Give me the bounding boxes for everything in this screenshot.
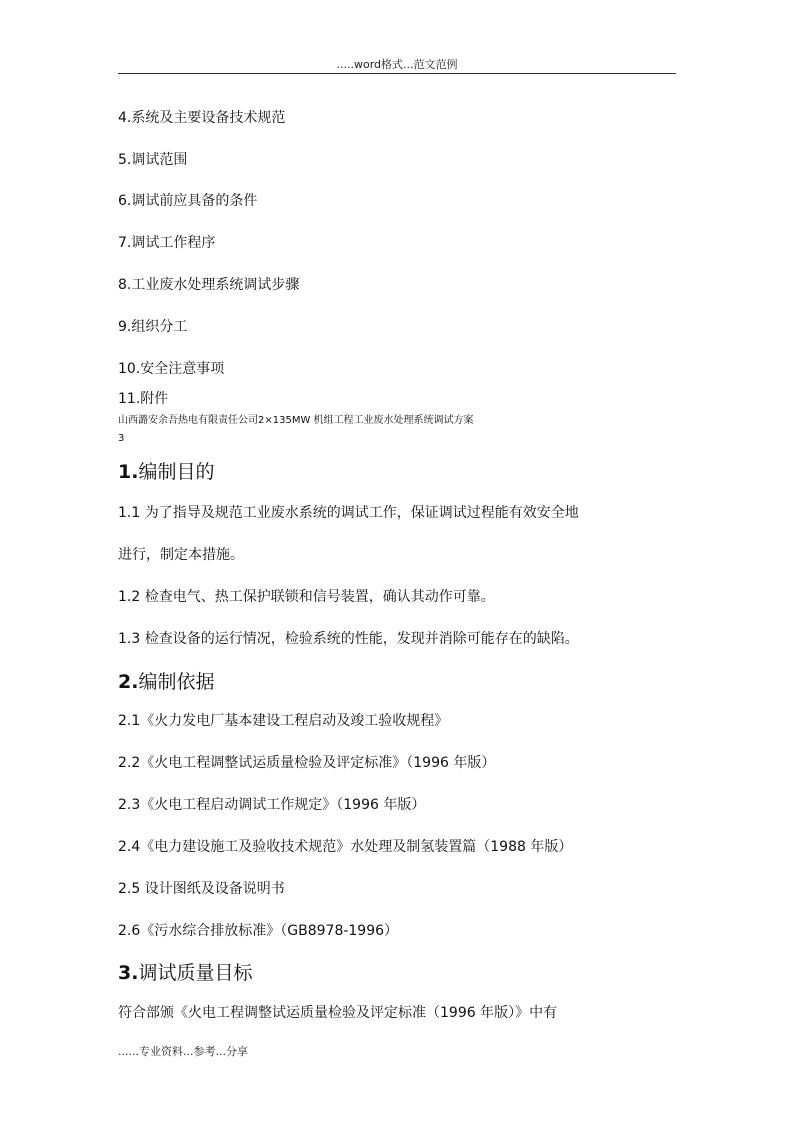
reference-item: 2.1《火力发电厂基本建设工程启动及竣工验收规程》	[118, 713, 449, 729]
toc-item: 9.组织分工	[118, 319, 188, 335]
document-caption: 山西潞安余吾热电有限责任公司2×135MW 机组工程工业废水处理系统调试方案	[118, 415, 474, 426]
paragraph: 1.2 检查电气、热工保护联锁和信号装置，确认其动作可靠。	[118, 589, 495, 605]
page-footer: ......专业资料...参考...分享	[118, 1045, 248, 1058]
header-rule	[118, 73, 676, 74]
toc-item: 11.附件	[118, 391, 169, 407]
section-heading-1: 1.编制目的	[118, 461, 215, 483]
toc-item: 6.调试前应具备的条件	[118, 193, 258, 209]
reference-item: 2.4《电力建设施工及验收技术规范》水处理及制氢装置篇（1988 年版）	[118, 839, 573, 855]
paragraph: 进行，制定本措施。	[118, 547, 244, 563]
reference-item: 2.6《污水综合排放标准》（GB8978-1996）	[118, 923, 399, 939]
toc-item: 5.调试范围	[118, 152, 188, 168]
reference-item: 2.2《火电工程调整试运质量检验及评定标准》（1996 年版）	[118, 755, 496, 771]
toc-item: 10.安全注意事项	[118, 361, 225, 377]
toc-item: 8.工业废水处理系统调试步骤	[118, 277, 300, 293]
toc-item: 4.系统及主要设备技术规范	[118, 110, 286, 126]
paragraph: 1.1 为了指导及规范工业废水系统的调试工作，保证调试过程能有效安全地	[118, 505, 579, 521]
paragraph: 1.3 检查设备的运行情况，检验系统的性能，发现并消除可能存在的缺陷。	[118, 631, 579, 647]
reference-item: 2.3《火电工程启动调试工作规定》（1996 年版）	[118, 797, 426, 813]
section-heading-3: 3.调试质量目标	[118, 962, 253, 984]
paragraph: 符合部颁《火电工程调整试运质量检验及评定标准（1996 年版）》中有	[118, 1005, 558, 1021]
reference-item: 2.5 设计图纸及设备说明书	[118, 881, 285, 897]
page-number: 3	[118, 433, 125, 444]
page-header: .....word格式...范文范例	[336, 58, 458, 71]
toc-item: 7.调试工作程序	[118, 235, 216, 251]
section-heading-2: 2.编制依据	[118, 671, 215, 693]
